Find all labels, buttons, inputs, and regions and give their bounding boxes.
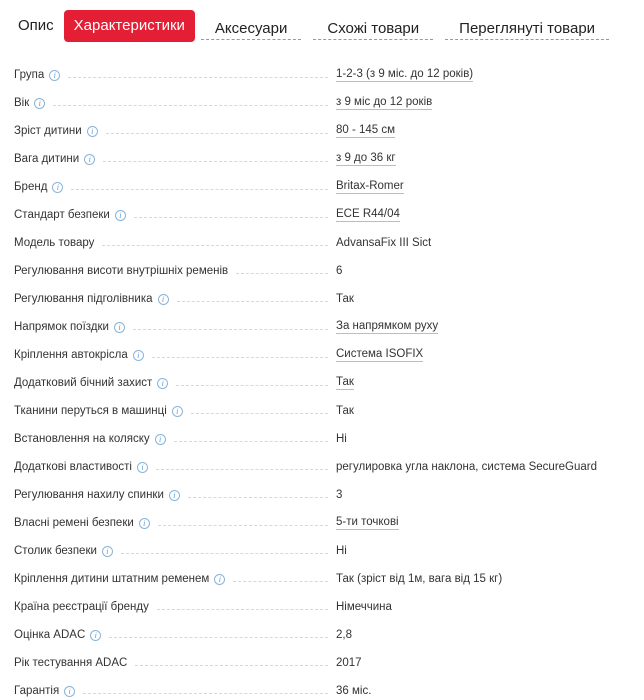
spec-label-wrap [14, 152, 336, 166]
specifications-list [0, 46, 644, 698]
spec-label-wrap [14, 572, 336, 586]
spec-label: Модель товару [14, 237, 95, 249]
tab-4[interactable]: Переглянуті товари [445, 13, 609, 40]
spec-dotted-leader [68, 77, 328, 78]
spec-dotted-leader [133, 329, 328, 330]
spec-dotted-leader [103, 161, 328, 162]
spec-label: Стандарт безпеки [14, 209, 110, 221]
spec-dotted-leader [174, 441, 328, 442]
spec-label-wrap [14, 656, 336, 670]
info-icon[interactable]: i [87, 126, 98, 137]
spec-row [14, 138, 630, 166]
spec-row [14, 250, 630, 278]
spec-value[interactable]: з 9 до 36 кг [336, 152, 396, 164]
spec-label: Столик безпеки [14, 545, 97, 557]
spec-value: Німеччина [336, 601, 392, 613]
spec-label-wrap [14, 516, 336, 530]
spec-row [14, 446, 630, 474]
info-icon[interactable]: i [115, 210, 126, 221]
spec-label-wrap [14, 684, 336, 698]
tab-2[interactable]: Аксесуари [201, 13, 301, 40]
info-icon[interactable]: i [133, 350, 144, 361]
spec-label: Тканини перуться в машинці [14, 405, 167, 417]
spec-label-wrap [14, 488, 336, 502]
info-icon[interactable]: i [52, 182, 63, 193]
spec-row [14, 474, 630, 502]
spec-row [14, 306, 630, 334]
info-icon[interactable]: i [169, 490, 180, 501]
spec-label-wrap [14, 432, 336, 446]
spec-label: Група [14, 69, 45, 81]
spec-label: Вік [14, 97, 30, 109]
spec-label-wrap [14, 68, 336, 82]
spec-row [14, 110, 630, 138]
spec-value: 36 міс. [336, 685, 372, 697]
tab-3[interactable]: Схожі товари [313, 13, 433, 40]
spec-label-wrap [14, 348, 336, 362]
spec-label: Регулювання підголівника [14, 293, 153, 305]
info-icon[interactable]: i [155, 434, 166, 445]
spec-value[interactable]: з 9 міс до 12 років [336, 96, 433, 108]
spec-value: Ні [336, 433, 347, 445]
info-icon[interactable]: i [102, 546, 113, 557]
spec-label-wrap [14, 124, 336, 138]
spec-label: Додатковий бічний захист [14, 377, 153, 389]
spec-label-wrap [14, 320, 336, 334]
spec-dotted-leader [83, 693, 328, 694]
spec-value: Так [336, 293, 354, 305]
spec-value[interactable]: За напрямком руху [336, 320, 439, 332]
spec-dotted-leader [157, 609, 328, 610]
spec-value: 2017 [336, 657, 362, 669]
spec-label: Додаткові властивості [14, 461, 132, 473]
spec-value: AdvansaFix III Sict [336, 237, 432, 249]
spec-label: Напрямок поїздки [14, 321, 109, 333]
spec-value: Ні [336, 545, 347, 557]
spec-dotted-leader [176, 385, 328, 386]
spec-value: Так [336, 405, 354, 417]
spec-label: Кріплення дитини штатним ременем [14, 573, 210, 585]
spec-dotted-leader [233, 581, 328, 582]
spec-row [14, 418, 630, 446]
spec-label: Країна реєстрації бренду [14, 601, 149, 613]
spec-row [14, 82, 630, 110]
spec-dotted-leader [106, 133, 328, 134]
spec-row [14, 614, 630, 642]
spec-label-wrap [14, 460, 336, 474]
spec-row [14, 194, 630, 222]
info-icon[interactable]: i [84, 154, 95, 165]
spec-label-wrap [14, 264, 336, 278]
spec-label: Встановлення на коляску [14, 433, 150, 445]
spec-value[interactable]: ECE R44/04 [336, 208, 400, 220]
spec-label: Вага дитини [14, 153, 80, 165]
info-icon[interactable]: i [114, 322, 125, 333]
spec-row [14, 586, 630, 614]
spec-dotted-leader [121, 553, 328, 554]
spec-dotted-leader [71, 189, 328, 190]
spec-dotted-leader [158, 525, 328, 526]
spec-label-wrap [14, 544, 336, 558]
spec-label-wrap [14, 180, 336, 194]
spec-dotted-leader [135, 665, 328, 666]
spec-label: Регулювання нахилу спинки [14, 489, 164, 501]
info-icon[interactable]: i [137, 462, 148, 473]
info-icon[interactable]: i [49, 70, 60, 81]
spec-row [14, 670, 630, 698]
tab-1[interactable]: Характеристики [64, 10, 195, 42]
spec-dotted-leader [134, 217, 328, 218]
spec-dotted-leader [236, 273, 328, 274]
info-icon[interactable]: i [64, 686, 75, 697]
spec-dotted-leader [177, 301, 329, 302]
spec-dotted-leader [152, 357, 328, 358]
spec-row [14, 362, 630, 390]
spec-value[interactable]: Britax-Romer [336, 180, 404, 192]
spec-label: Оцінка ADAC [14, 629, 86, 641]
spec-dotted-leader [53, 105, 328, 106]
spec-label-wrap [14, 292, 336, 306]
spec-value[interactable]: 5-ти точкові [336, 516, 399, 528]
info-icon[interactable]: i [90, 630, 101, 641]
info-icon[interactable]: i [158, 294, 169, 305]
spec-row [14, 166, 630, 194]
spec-value[interactable]: 1-2-3 (з 9 міс. до 12 років) [336, 68, 474, 80]
spec-label-wrap [14, 96, 336, 110]
spec-row [14, 54, 630, 82]
spec-label: Бренд [14, 181, 48, 193]
spec-label: Зріст дитини [14, 125, 82, 137]
info-icon[interactable]: i [157, 378, 168, 389]
spec-row [14, 530, 630, 558]
spec-label-wrap [14, 208, 336, 222]
spec-value: регулировка угла наклона, система SecureGuard [336, 461, 598, 473]
spec-dotted-leader [156, 469, 328, 470]
spec-row [14, 390, 630, 418]
spec-dotted-leader [102, 245, 328, 246]
spec-label: Власні ремені безпеки [14, 517, 134, 529]
spec-label: Кріплення автокрісла [14, 349, 128, 361]
spec-row [14, 642, 630, 670]
spec-label: Рік тестування ADAC [14, 657, 128, 669]
spec-row [14, 502, 630, 530]
spec-label-wrap [14, 376, 336, 390]
product-tabs [0, 0, 644, 46]
spec-value: 2,8 [336, 629, 352, 641]
spec-label-wrap [14, 600, 336, 614]
spec-value: 6 [336, 265, 343, 277]
spec-value: 3 [336, 489, 343, 501]
spec-row [14, 334, 630, 362]
spec-row [14, 278, 630, 306]
info-icon[interactable]: i [172, 406, 183, 417]
spec-label-wrap [14, 628, 336, 642]
spec-value: Так (зріст від 1м, вага від 15 кг) [336, 573, 503, 585]
spec-label-wrap [14, 404, 336, 418]
spec-dotted-leader [188, 497, 328, 498]
spec-dotted-leader [191, 413, 328, 414]
spec-label: Гарантія [14, 685, 60, 697]
info-icon[interactable]: i [214, 574, 225, 585]
spec-label-wrap [14, 236, 336, 250]
spec-value[interactable]: Система ISOFIX [336, 348, 424, 360]
spec-row [14, 222, 630, 250]
info-icon[interactable]: i [34, 98, 45, 109]
info-icon[interactable]: i [139, 518, 150, 529]
spec-dotted-leader [109, 637, 328, 638]
tab-0[interactable]: Опис [18, 17, 54, 34]
spec-row [14, 558, 630, 586]
spec-value[interactable]: Так [336, 376, 354, 388]
spec-label: Регулювання висоти внутрішніх ременів [14, 265, 229, 277]
spec-value[interactable]: 80 - 145 см [336, 124, 396, 136]
